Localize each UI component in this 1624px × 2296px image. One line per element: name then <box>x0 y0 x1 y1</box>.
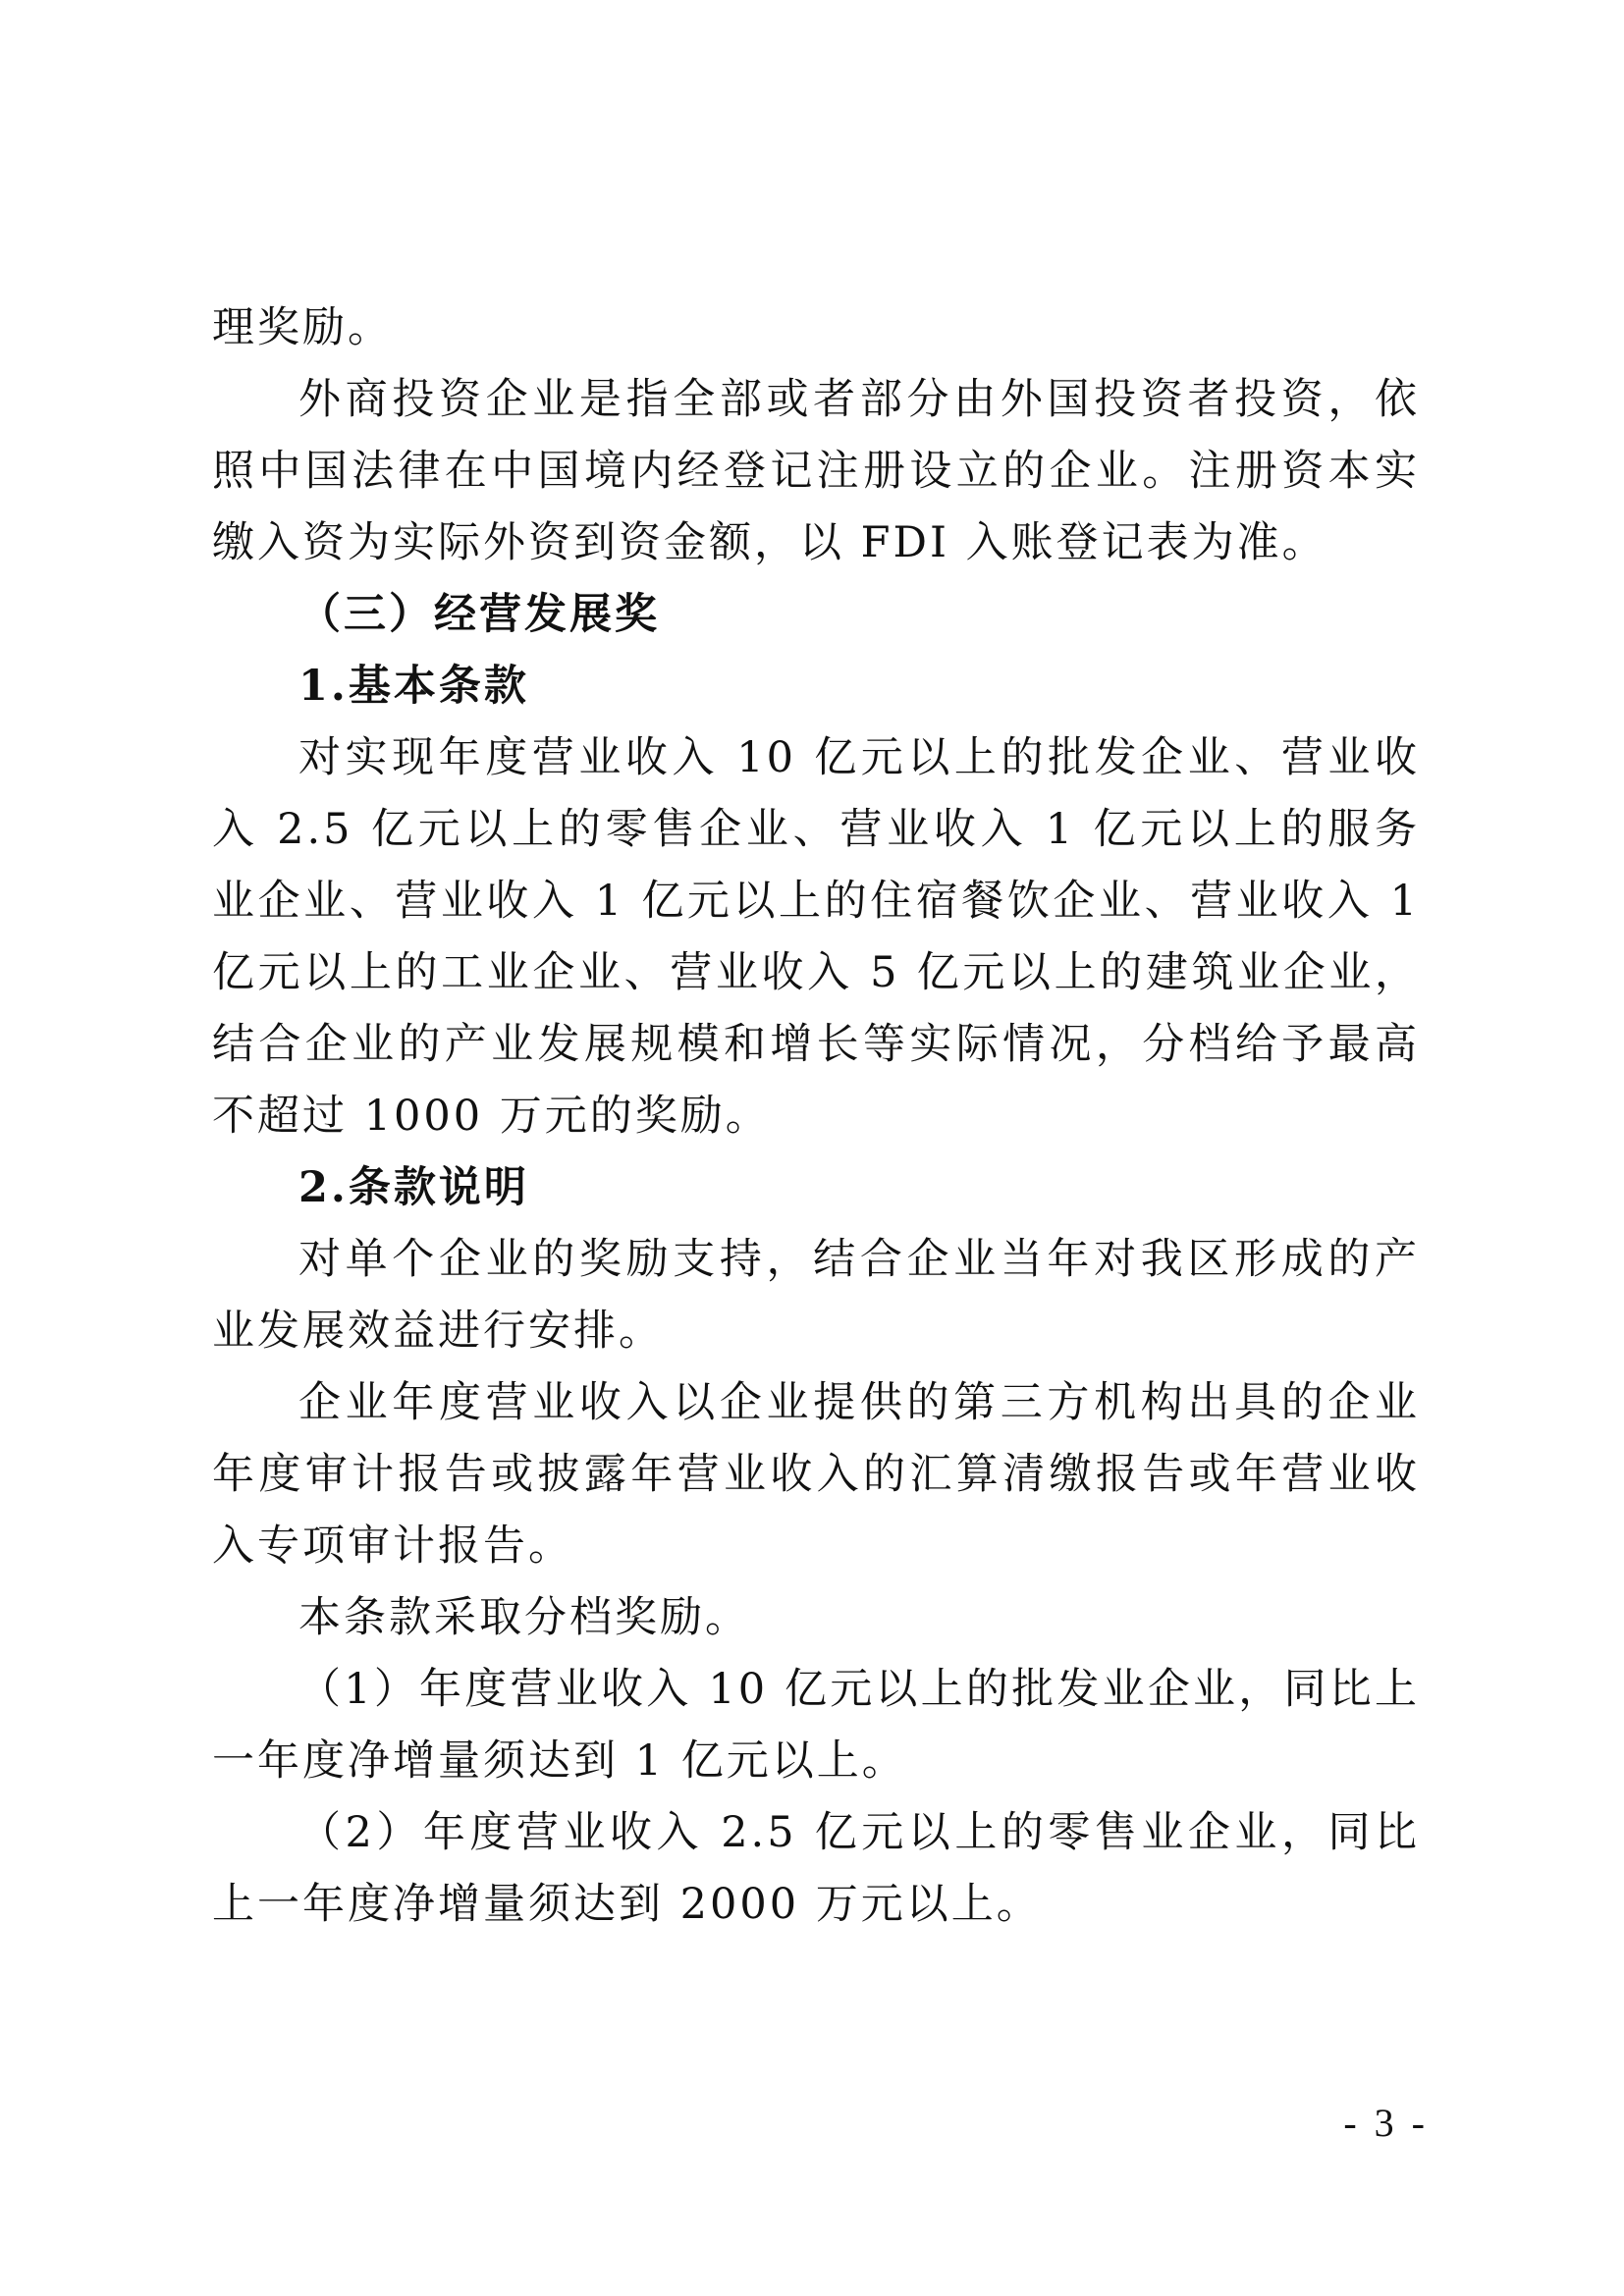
document-body <box>212 293 1420 1941</box>
paragraph-basic-terms: 对实现年度营业收入 10 亿元以上的批发企业、营业收入 2.5 亿元以上的零售企业、营业收入 1 亿元以上的服务业企业、营业收入 1 亿元以上的住宿餐饮企业、营业收入 1 亿元以上的工业企业、营业收入 5 亿元以上的建筑业企业，结合企业的产业发展规模和增长等实际情况，分档给予最高不超过 1000 万元的奖励。 <box>212 733 1420 1141</box>
paragraph-continuation: 理奖励。 <box>212 303 393 352</box>
section-heading-business-development-award: （三）经营发展奖 <box>298 590 660 639</box>
paragraph-item-2-retail: （2）年度营业收入 2.5 亿元以上的零售业企业，同比上一年度净增量须达到 2000 万元以上。 <box>212 1808 1420 1929</box>
subheading-basic-terms: 1.基本条款 <box>298 662 529 711</box>
paragraph-revenue-basis: 企业年度营业收入以企业提供的第三方机构出具的企业年度审计报告或披露年营业收入的汇算清缴报告或年营业收入专项审计报告。 <box>212 1378 1420 1571</box>
paragraph-foreign-investment-definition: 外商投资企业是指全部或者部分由外国投资者投资，依照中国法律在中国境内经登记注册设立的企业。注册资本实缴入资为实际外资到资金额，以 FDI 入账登记表为准。 <box>212 375 1420 567</box>
page-number: - 3 - <box>1343 2101 1429 2145</box>
subheading-terms-explanation: 2.条款说明 <box>298 1163 529 1212</box>
paragraph-single-enterprise-support: 对单个企业的奖励支持，结合企业当年对我区形成的产业发展效益进行安排。 <box>212 1235 1420 1356</box>
paragraph-item-1-wholesale: （1）年度营业收入 10 亿元以上的批发业企业，同比上一年度净增量须达到 1 亿元以上。 <box>212 1665 1420 1786</box>
paragraph-tiered-award: 本条款采取分档奖励。 <box>298 1593 750 1642</box>
